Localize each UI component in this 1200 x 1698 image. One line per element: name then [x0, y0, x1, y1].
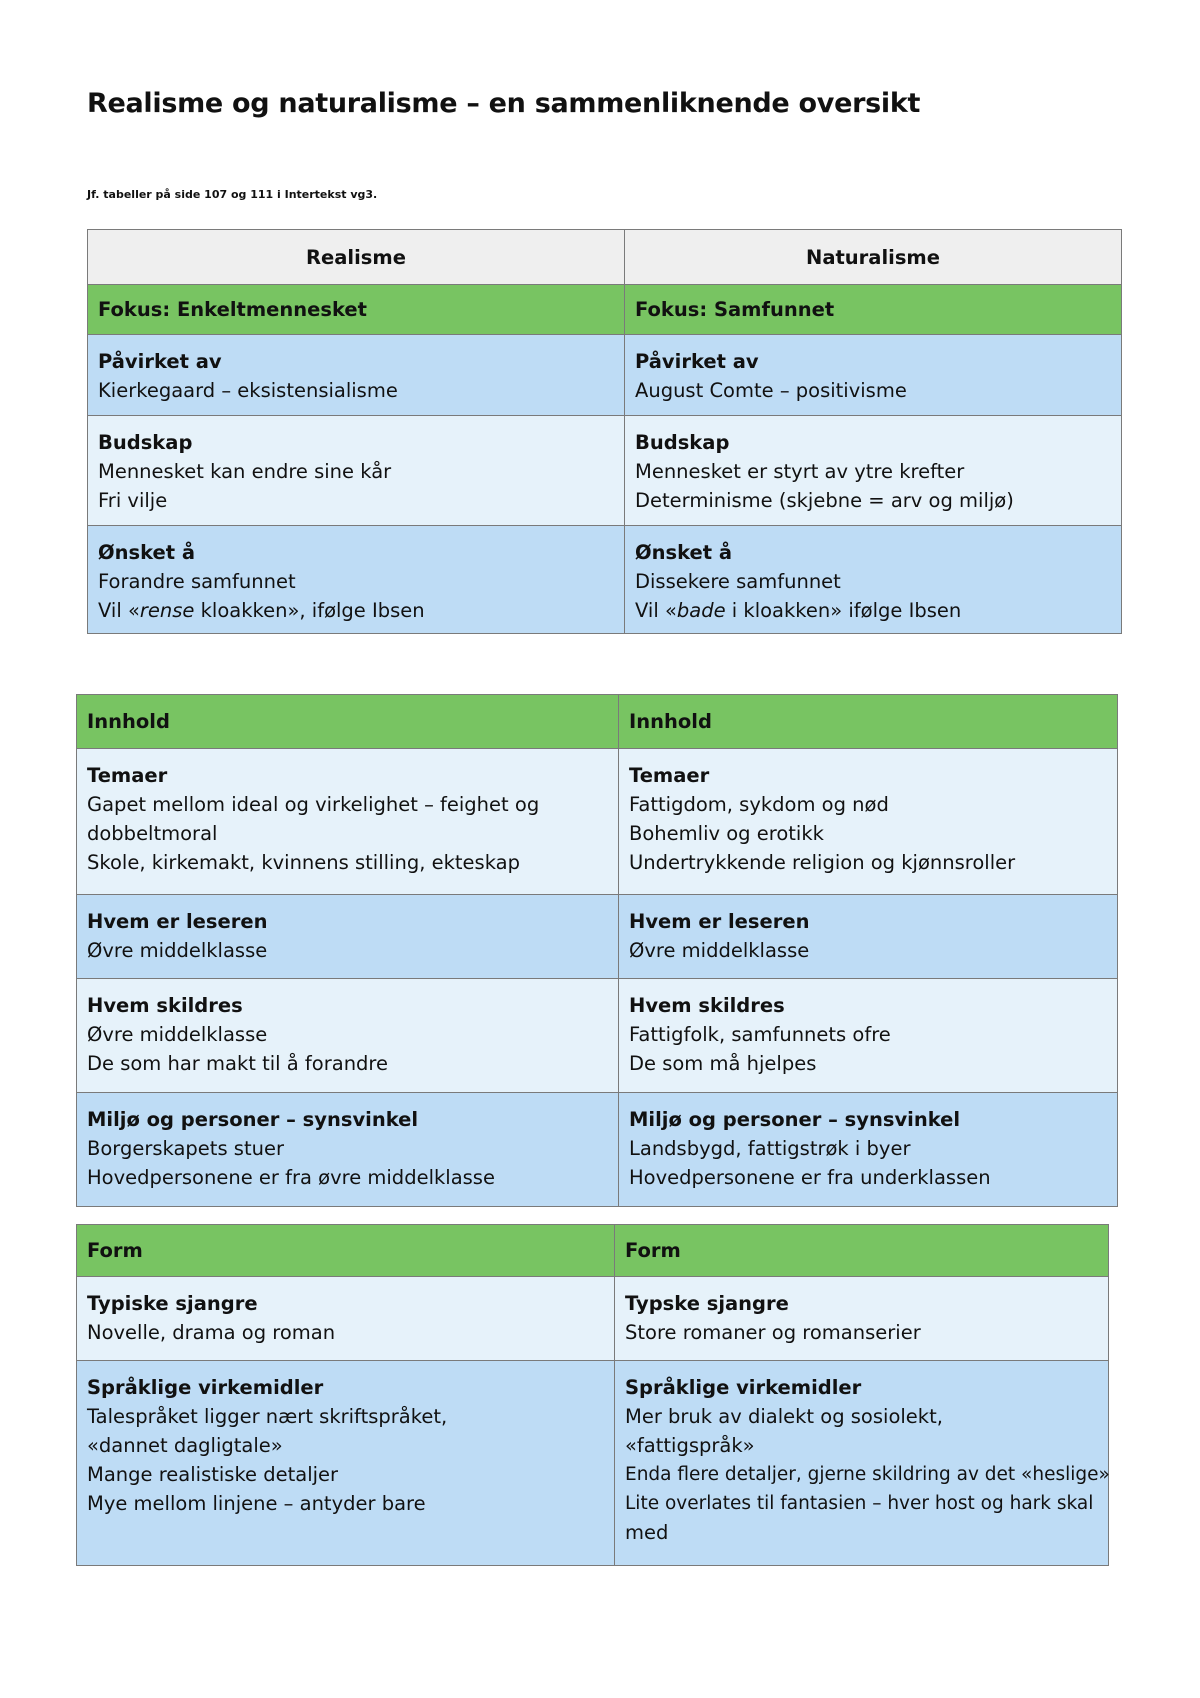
cell-line: Gapet mellom ideal og virkelighet – feighet og [87, 793, 540, 816]
cell-line: Øvre middelklasse [87, 939, 268, 962]
cell-line: Novelle, drama og roman [87, 1321, 336, 1344]
comparison-table-form [76, 1224, 1109, 1566]
cell-title: Påvirket av [98, 350, 222, 373]
table-cell [77, 1361, 615, 1566]
cell-title: Budskap [98, 431, 193, 454]
cell-line: De som har makt til å forandre [87, 1052, 389, 1075]
section-header-innhold: Innhold [619, 695, 1118, 749]
cell-title: Ønsket å [635, 541, 733, 564]
cell-line: dobbeltmoral [87, 822, 218, 845]
cell-line: Hovedpersonene er fra øvre middelklasse [87, 1166, 495, 1189]
table-cell [77, 979, 619, 1093]
cell-title: Hvem er leseren [87, 910, 268, 933]
table-cell [619, 749, 1118, 895]
cell-line: Skole, kirkemakt, kvinnens stilling, ekteskap [87, 851, 520, 874]
cell-title: Budskap [635, 431, 730, 454]
table-cell [619, 1093, 1118, 1207]
cell-title: Ønsket å [98, 541, 196, 564]
column-header-naturalisme: Naturalisme [625, 230, 1122, 285]
cell-title: Temaer [87, 764, 168, 787]
cell-line-pre: Vil « [98, 599, 140, 622]
cell-line-post: i kloakken» ifølge Ibsen [725, 599, 962, 622]
table-cell [77, 1093, 619, 1207]
cell-line: August Comte – positivisme [635, 379, 907, 402]
cell-line: Enda flere detaljer, gjerne skildring av det «heslige» [625, 1464, 1110, 1485]
cell-title: Typske sjangre [625, 1292, 789, 1315]
cell-line: Kierkegaard – eksistensialisme [98, 379, 398, 402]
cell-title: Språklige virkemidler [87, 1376, 324, 1399]
cell-line [98, 596, 614, 625]
cell-line: De som må hjelpes [629, 1052, 817, 1075]
cell-line: Determinisme (skjebne = arv og miljø) [635, 489, 1014, 512]
table-cell [88, 335, 625, 416]
cell-title: Miljø og personer – synsvinkel [87, 1108, 419, 1131]
cell-line: Fri vilje [98, 489, 168, 512]
table-cell [77, 895, 619, 979]
cell-line: Mennesket kan endre sine kår [98, 460, 392, 483]
cell-line: Dissekere samfunnet [635, 570, 841, 593]
focus-cell-realisme: Fokus: Enkeltmennesket [88, 285, 625, 335]
cell-line: Øvre middelklasse [629, 939, 810, 962]
table-cell [625, 526, 1122, 634]
cell-line: Borgerskapets stuer [87, 1137, 284, 1160]
table-cell [619, 895, 1118, 979]
cell-line: Forandre samfunnet [98, 570, 296, 593]
cell-title: Miljø og personer – synsvinkel [629, 1108, 961, 1131]
comparison-table-intro [87, 229, 1122, 634]
section-header-innhold: Innhold [77, 695, 619, 749]
cell-line: Øvre middelklasse [87, 1023, 268, 1046]
cell-line [635, 596, 1111, 625]
cell-line: Fattigdom, sykdom og nød [629, 793, 889, 816]
table-cell [625, 335, 1122, 416]
table-cell [615, 1277, 1109, 1361]
table-cell [88, 526, 625, 634]
cell-line: Undertrykkende religion og kjønnsroller [629, 851, 1016, 874]
cell-line-emphasis: bade [676, 599, 726, 622]
cell-line: «fattigspråk» [625, 1434, 755, 1457]
cell-line: Hovedpersonene er fra underklassen [629, 1166, 991, 1189]
cell-line: Lite overlates til fantasien – hver host og hark skal [625, 1493, 1094, 1514]
table-cell [77, 1277, 615, 1361]
cell-title: Typiske sjangre [87, 1292, 258, 1315]
table-cell [77, 749, 619, 895]
cell-line: Talespråket ligger nært skriftspråket, [87, 1405, 448, 1428]
comparison-table-content [76, 694, 1118, 1207]
cell-title: Temaer [629, 764, 710, 787]
reference-note: Jf. tabeller på side 107 og 111 i Intertekst vg3. [87, 188, 378, 201]
cell-line: Landsbygd, fattigstrøk i byer [629, 1137, 911, 1160]
cell-title: Hvem skildres [629, 994, 785, 1017]
cell-line: Mer bruk av dialekt og sosiolekt, [625, 1405, 943, 1428]
cell-line: «dannet dagligtale» [87, 1434, 283, 1457]
cell-line-post: kloakken», ifølge Ibsen [194, 599, 425, 622]
cell-title: Språklige virkemidler [625, 1376, 862, 1399]
focus-cell-naturalisme: Fokus: Samfunnet [625, 285, 1122, 335]
page-title: Realisme og naturalisme – en sammenliknende oversikt [87, 88, 921, 119]
cell-line: Mye mellom linjene – antyder bare [87, 1492, 426, 1515]
cell-line: Mange realistiske detaljer [87, 1463, 339, 1486]
cell-line: Fattigfolk, samfunnets ofre [629, 1023, 891, 1046]
cell-line: Bohemliv og erotikk [629, 822, 824, 845]
cell-line-emphasis: rense [139, 599, 195, 622]
cell-line: med [625, 1521, 669, 1544]
cell-line-pre: Vil « [635, 599, 677, 622]
column-header-realisme: Realisme [88, 230, 625, 285]
table-cell [88, 416, 625, 526]
section-header-form: Form [615, 1225, 1109, 1277]
table-cell [625, 416, 1122, 526]
cell-title: Hvem skildres [87, 994, 243, 1017]
cell-line: Mennesket er styrt av ytre krefter [635, 460, 965, 483]
table-cell [619, 979, 1118, 1093]
cell-line: Store romaner og romanserier [625, 1321, 921, 1344]
cell-title: Påvirket av [635, 350, 759, 373]
section-header-form: Form [77, 1225, 615, 1277]
table-cell [615, 1361, 1109, 1566]
cell-title: Hvem er leseren [629, 910, 810, 933]
